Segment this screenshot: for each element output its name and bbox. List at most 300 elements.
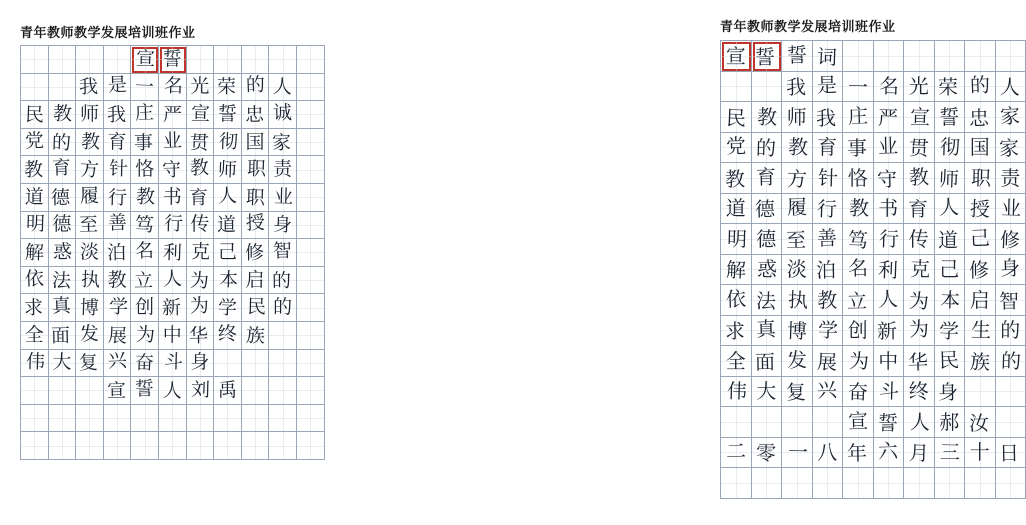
- grid-cell: [904, 224, 935, 255]
- handwritten-character: 针: [817, 165, 839, 191]
- grid-cell: [843, 407, 874, 438]
- grid-cell: [159, 184, 187, 212]
- handwritten-character: 的: [273, 296, 293, 319]
- handwritten-character: 明: [25, 213, 46, 236]
- grid-cell: [935, 194, 966, 225]
- grid-cell: [297, 294, 325, 322]
- handwritten-character: 行: [816, 196, 838, 222]
- grid-cell: [782, 102, 813, 133]
- handwritten-character: 方: [786, 166, 808, 192]
- grid-cell: [214, 212, 242, 240]
- handwritten-character: 书: [878, 196, 899, 221]
- grid-cell: [104, 184, 132, 212]
- grid-cell: [104, 432, 132, 460]
- grid-cell: [49, 294, 77, 322]
- handwritten-character: 誓: [134, 377, 155, 401]
- grid-cell: [269, 129, 297, 157]
- handwritten-character: 求: [23, 296, 43, 320]
- handwritten-character: 是: [107, 74, 127, 97]
- grid-cell: [131, 267, 159, 295]
- handwritten-character: 身: [938, 380, 959, 405]
- handwritten-character: 克: [191, 240, 211, 264]
- grid-cell: [297, 267, 325, 295]
- grid-cell: [131, 46, 159, 74]
- handwritten-character: 中: [162, 323, 182, 346]
- grid-cell: [242, 156, 270, 184]
- handwritten-character: 智: [272, 239, 293, 263]
- grid-cell: [76, 101, 104, 129]
- grid-cell: [242, 294, 270, 322]
- handwritten-character: 职: [970, 165, 992, 191]
- grid-cell: [21, 377, 49, 405]
- grid-cell: [813, 407, 844, 438]
- grid-cell: [935, 133, 966, 164]
- grid-cell: [49, 74, 77, 102]
- handwritten-character: 月: [908, 440, 930, 466]
- handwritten-character: 党: [725, 133, 747, 159]
- handwritten-character: 职: [245, 186, 265, 210]
- handwritten-character: 荣: [216, 76, 237, 99]
- handwritten-character: 光: [908, 74, 929, 99]
- handwritten-character: 民: [246, 295, 266, 319]
- grid-cell: [214, 46, 242, 74]
- grid-cell: [159, 212, 187, 240]
- grid-cell: [242, 322, 270, 350]
- handwritten-character: 执: [787, 287, 809, 313]
- grid-cell: [965, 377, 996, 408]
- handwritten-character: 利: [877, 257, 899, 283]
- handwritten-character: 一: [787, 440, 809, 465]
- grid-cell: [843, 41, 874, 72]
- grid-cell: [269, 350, 297, 378]
- grid-cell: [752, 194, 783, 225]
- grid-cell: [269, 156, 297, 184]
- grid-cell: [965, 468, 996, 499]
- grid-cell: [935, 377, 966, 408]
- grid-cell: [297, 212, 325, 240]
- grid-cell: [935, 407, 966, 438]
- grid-cell: [996, 407, 1026, 438]
- handwritten-character: 刘: [191, 378, 211, 402]
- grid-cell: [297, 322, 325, 350]
- handwritten-character: 誓: [217, 102, 237, 125]
- handwritten-character: 家: [999, 103, 1021, 129]
- handwritten-character: 泊: [816, 258, 837, 283]
- grid-cell: [297, 239, 325, 267]
- handwritten-character: 的: [1000, 348, 1022, 374]
- grid-cell: [782, 407, 813, 438]
- handwritten-character: 教: [908, 164, 930, 190]
- grid-cell: [21, 350, 49, 378]
- grid-cell: [782, 316, 813, 347]
- handwritten-character: 奋: [134, 352, 155, 375]
- grid-cell: [49, 239, 77, 267]
- grid-cell: [76, 74, 104, 102]
- grid-cell: [49, 101, 77, 129]
- handwritten-character: 荣: [938, 75, 959, 100]
- handwritten-character: 恪: [135, 158, 155, 181]
- handwritten-character: 庄: [134, 101, 155, 125]
- grid-cell: [996, 224, 1026, 255]
- grid-cell: [214, 156, 242, 184]
- handwritten-character: 至: [78, 214, 99, 237]
- grid-cell: [104, 322, 132, 350]
- handwritten-character: 学: [817, 318, 839, 343]
- grid-cell: [76, 377, 104, 405]
- handwritten-character: 修: [244, 241, 264, 265]
- grid-cell: [76, 432, 104, 460]
- grid-cell: [131, 74, 159, 102]
- grid-cell: [187, 74, 215, 102]
- grid-cell: [187, 212, 215, 240]
- handwritten-character: 学: [938, 318, 960, 344]
- grid-cell: [721, 194, 752, 225]
- grid-cell: [21, 432, 49, 460]
- grid-cell: [965, 346, 996, 377]
- handwritten-character: 郝: [939, 409, 960, 434]
- grid-cell: [187, 432, 215, 460]
- handwritten-character: 国: [245, 130, 265, 153]
- handwritten-character: 为: [848, 348, 870, 374]
- handwritten-character: 德: [52, 213, 72, 236]
- handwritten-character: 教: [189, 156, 210, 180]
- grid-cell: [214, 267, 242, 295]
- grid-cell: [904, 438, 935, 469]
- grid-cell: [874, 133, 905, 164]
- handwritten-character: 育: [755, 164, 777, 190]
- handwritten-character: 业: [877, 133, 899, 159]
- grid-cell: [996, 255, 1026, 286]
- grid-cell: [996, 102, 1026, 133]
- handwritten-character: 法: [755, 288, 777, 314]
- grid-cell: [214, 350, 242, 378]
- right-practice-sheet: [350, 0, 1022, 525]
- grid-cell: [782, 285, 813, 316]
- handwritten-character: 传: [908, 226, 929, 251]
- grid-cell: [904, 316, 935, 347]
- grid-cell: [843, 224, 874, 255]
- grid-cell: [297, 101, 325, 129]
- grid-cell: [242, 405, 270, 433]
- grid-cell: [187, 377, 215, 405]
- grid-cell: [752, 346, 783, 377]
- grid-cell: [904, 102, 935, 133]
- grid-cell: [159, 350, 187, 378]
- handwritten-character: 道: [938, 227, 959, 252]
- handwritten-character: 面: [755, 349, 776, 374]
- grid-cell: [104, 212, 132, 240]
- grid-cell: [904, 255, 935, 286]
- handwritten-character: 道: [216, 214, 237, 237]
- grid-cell: [104, 377, 132, 405]
- grid-cell: [187, 46, 215, 74]
- handwritten-character: 新: [877, 319, 898, 344]
- handwritten-character: 本: [218, 268, 239, 291]
- handwritten-character: 教: [80, 130, 101, 153]
- handwritten-character: 传: [190, 213, 210, 236]
- handwritten-character: 解: [725, 257, 747, 283]
- grid-cell: [159, 239, 187, 267]
- handwritten-character: 求: [724, 319, 745, 344]
- handwritten-character: 宣: [847, 408, 869, 434]
- grid-cell: [935, 255, 966, 286]
- handwritten-character: 己: [217, 240, 237, 263]
- handwritten-character: 依: [725, 286, 747, 312]
- handwritten-character: 恪: [847, 165, 868, 190]
- grid-cell: [242, 212, 270, 240]
- grid-cell: [782, 377, 813, 408]
- handwritten-character: 宣: [725, 43, 746, 68]
- handwritten-character: 人: [909, 409, 931, 435]
- grid-cell: [214, 377, 242, 405]
- grid-cell: [904, 285, 935, 316]
- handwritten-character: 伟: [726, 379, 748, 404]
- grid-cell: [269, 294, 297, 322]
- grid-cell: [965, 224, 996, 255]
- handwritten-character: 十: [969, 440, 990, 465]
- grid-cell: [269, 432, 297, 460]
- grid-cell: [269, 267, 297, 295]
- grid-cell: [874, 346, 905, 377]
- handwritten-character: 誓: [755, 44, 776, 69]
- grid-cell: [159, 267, 187, 295]
- handwritten-character: 立: [133, 269, 154, 292]
- handwritten-character: 的: [245, 74, 265, 97]
- grid-cell: [159, 377, 187, 405]
- grid-cell: [214, 322, 242, 350]
- handwritten-character: 启: [969, 287, 990, 312]
- grid-cell: [813, 316, 844, 347]
- grid-cell: [965, 102, 996, 133]
- handwritten-character: 依: [24, 267, 45, 290]
- handwritten-character: 为: [135, 323, 156, 347]
- grid-cell: [76, 350, 104, 378]
- grid-cell: [721, 407, 752, 438]
- grid-cell: [965, 163, 996, 194]
- grid-cell: [76, 267, 104, 295]
- grid-cell: [904, 377, 935, 408]
- grid-cell: [269, 322, 297, 350]
- handwritten-character: 家: [271, 131, 292, 154]
- handwritten-character: 行: [163, 213, 184, 236]
- handwritten-character: 六: [877, 438, 899, 464]
- handwritten-character: 师: [217, 158, 238, 182]
- handwritten-character: 人: [938, 194, 960, 220]
- grid-cell: [49, 432, 77, 460]
- grid-cell: [187, 239, 215, 267]
- handwritten-character: 发: [786, 347, 808, 373]
- handwritten-character: 德: [51, 186, 71, 209]
- grid-cell: [752, 255, 783, 286]
- grid-cell: [813, 377, 844, 408]
- grid-cell: [813, 255, 844, 286]
- grid-cell: [76, 294, 104, 322]
- grid-cell: [996, 194, 1026, 225]
- grid-cell: [214, 184, 242, 212]
- grid-cell: [874, 194, 905, 225]
- handwritten-character: 人: [272, 76, 293, 99]
- handwritten-character: 善: [816, 225, 838, 251]
- grid-cell: [843, 194, 874, 225]
- handwritten-character: 己: [969, 225, 991, 251]
- handwritten-character: 年: [846, 441, 867, 466]
- handwritten-character: 育: [817, 135, 838, 160]
- handwritten-character: 创: [135, 296, 155, 319]
- grid-cell: [996, 41, 1026, 72]
- grid-cell: [187, 322, 215, 350]
- grid-cell: [21, 156, 49, 184]
- handwritten-character: 泊: [106, 241, 126, 265]
- grid-cell: [269, 377, 297, 405]
- grid-cell: [214, 239, 242, 267]
- grid-cell: [782, 41, 813, 72]
- grid-cell: [214, 101, 242, 129]
- handwritten-character: 一: [847, 74, 869, 100]
- handwritten-character: 宣: [909, 104, 931, 130]
- handwritten-character: 发: [79, 322, 100, 346]
- grid-cell: [935, 224, 966, 255]
- handwritten-character: 华: [189, 324, 209, 347]
- grid-cell: [242, 432, 270, 460]
- grid-cell: [76, 129, 104, 157]
- grid-cell: [752, 285, 783, 316]
- grid-cell: [159, 405, 187, 433]
- handwritten-character: 针: [108, 157, 128, 181]
- handwritten-character: 的: [271, 269, 292, 292]
- grid-cell: [721, 438, 752, 469]
- grid-cell: [965, 438, 996, 469]
- grid-cell: [721, 255, 752, 286]
- handwritten-character: 词: [816, 44, 838, 70]
- grid-cell: [752, 438, 783, 469]
- grid-cell: [297, 350, 325, 378]
- grid-cell: [874, 377, 905, 408]
- handwritten-character: 笃: [847, 227, 869, 253]
- handwritten-character: 履: [786, 194, 808, 220]
- handwritten-character: 零: [755, 440, 777, 466]
- grid-cell: [76, 46, 104, 74]
- grid-cell: [935, 438, 966, 469]
- grid-cell: [874, 163, 905, 194]
- handwritten-character: 法: [51, 269, 72, 292]
- grid-cell: [813, 41, 844, 72]
- handwritten-character: 育: [107, 130, 127, 153]
- handwritten-character: 我: [78, 76, 99, 99]
- grid-cell: [965, 41, 996, 72]
- grid-cell: [874, 72, 905, 103]
- handwritten-character: 日: [999, 441, 1020, 466]
- handwritten-character: 书: [162, 185, 182, 208]
- grid-cell: [996, 316, 1026, 347]
- grid-cell: [965, 133, 996, 164]
- handwritten-character: 本: [939, 287, 961, 313]
- grid-cell: [131, 212, 159, 240]
- handwritten-character: 族: [969, 349, 991, 375]
- handwritten-character: 复: [78, 352, 99, 375]
- grid-cell: [935, 102, 966, 133]
- handwritten-character: 诚: [272, 101, 293, 125]
- grid-cell: [721, 133, 752, 164]
- handwritten-character: 执: [80, 268, 101, 291]
- handwritten-character: 全: [24, 323, 44, 346]
- grid-cell: [782, 163, 813, 194]
- grid-cell: [104, 350, 132, 378]
- handwritten-character: 授: [969, 196, 991, 222]
- handwritten-character: 守: [161, 159, 181, 182]
- grid-cell: [21, 267, 49, 295]
- grid-cell: [159, 156, 187, 184]
- grid-cell: [242, 239, 270, 267]
- grid-cell: [752, 468, 783, 499]
- handwritten-character: 己: [939, 257, 960, 282]
- handwritten-character: 身: [190, 351, 210, 374]
- handwritten-character: 人: [217, 184, 238, 208]
- grid-cell: [131, 156, 159, 184]
- grid-cell: [996, 438, 1026, 469]
- handwritten-character: 方: [79, 158, 100, 182]
- handwritten-character: 展: [107, 324, 127, 348]
- grid-cell: [104, 267, 132, 295]
- grid-cell: [242, 101, 270, 129]
- grid-cell: [721, 41, 752, 72]
- handwritten-character: 人: [999, 74, 1021, 100]
- handwritten-character: 教: [23, 159, 43, 182]
- grid-cell: [131, 239, 159, 267]
- handwritten-character: 严: [877, 105, 899, 131]
- grid-cell: [159, 74, 187, 102]
- grid-cell: [874, 316, 905, 347]
- grid-cell: [269, 46, 297, 74]
- handwritten-character: 业: [273, 185, 294, 209]
- handwritten-character: 中: [878, 348, 899, 373]
- grid-cell: [782, 194, 813, 225]
- grid-cell: [104, 74, 132, 102]
- handwritten-character: 善: [107, 212, 127, 235]
- grid-cell: [187, 156, 215, 184]
- grid-cell: [131, 350, 159, 378]
- handwritten-character: 人: [162, 267, 183, 290]
- handwritten-character: 履: [79, 184, 100, 208]
- grid-cell: [187, 184, 215, 212]
- handwritten-character: 业: [162, 129, 183, 152]
- grid-cell: [269, 212, 297, 240]
- grid-cell: [904, 346, 935, 377]
- grid-cell: [721, 163, 752, 194]
- grid-cell: [49, 267, 77, 295]
- handwritten-character: 终: [217, 322, 238, 346]
- grid-cell: [843, 102, 874, 133]
- grid-cell: [131, 129, 159, 157]
- grid-cell: [782, 255, 813, 286]
- grid-cell: [965, 194, 996, 225]
- handwritten-character: 我: [816, 105, 837, 130]
- grid-cell: [904, 163, 935, 194]
- handwritten-character: 誓: [786, 42, 808, 68]
- grid-cell: [935, 41, 966, 72]
- grid-cell: [242, 184, 270, 212]
- grid-cell: [297, 129, 325, 157]
- grid-cell: [49, 129, 77, 157]
- handwritten-character: 忠: [968, 105, 989, 130]
- handwritten-character: 三: [939, 440, 961, 465]
- grid-cell: [76, 212, 104, 240]
- handwritten-character: 道: [24, 185, 44, 208]
- grid-cell: [242, 377, 270, 405]
- handwritten-character: 守: [877, 166, 898, 191]
- handwritten-character: 育: [51, 156, 72, 180]
- handwritten-character: 业: [1000, 196, 1022, 221]
- handwritten-character: 民: [938, 347, 960, 373]
